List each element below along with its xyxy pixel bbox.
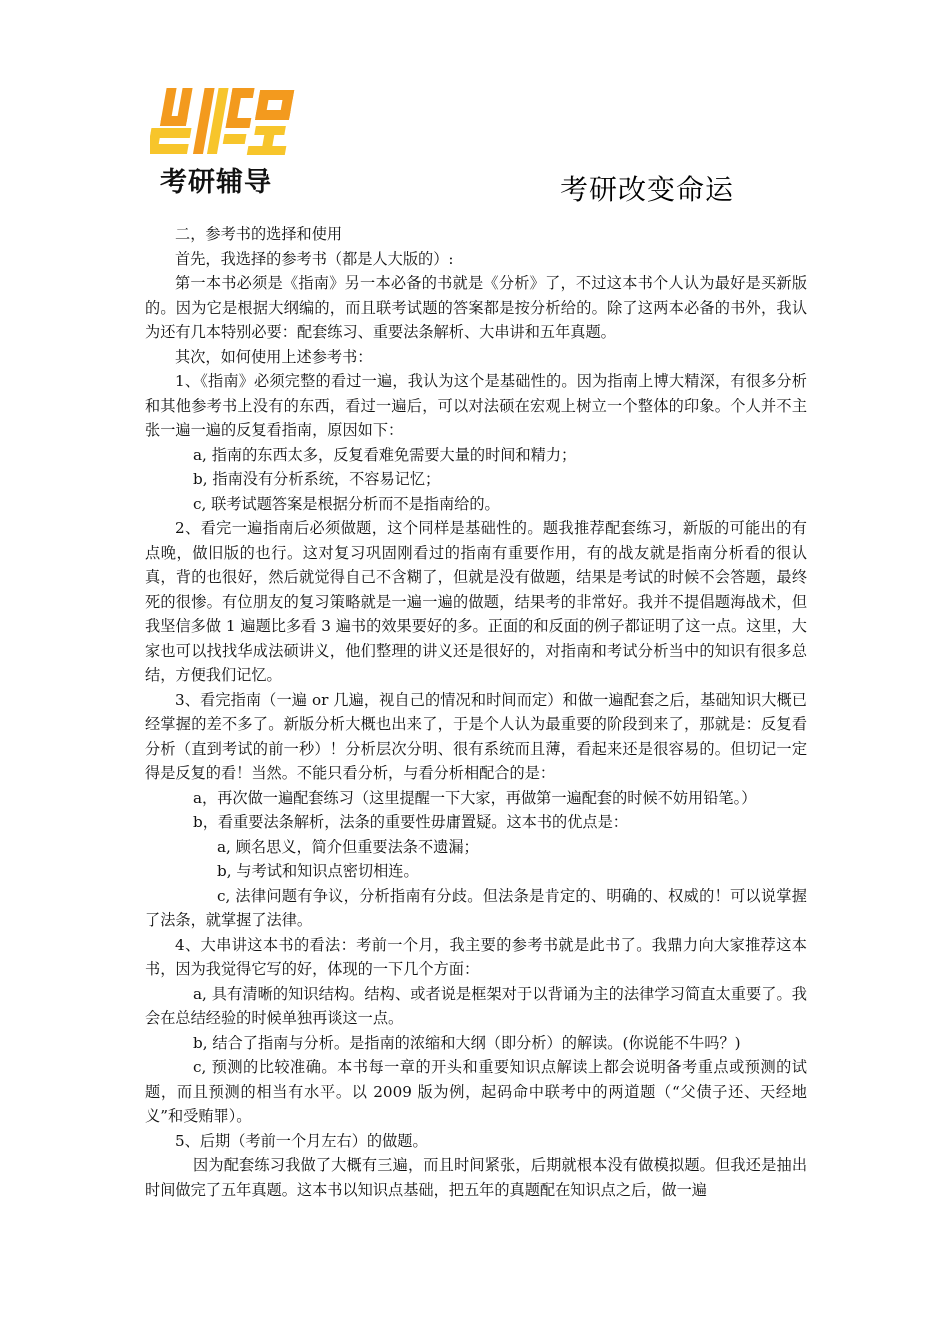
list-item: a，再次做一遍配套练习（这里提醒一下大家，再做第一遍配套的时候不妨用铅笔。） [193, 788, 757, 807]
paragraph: 1、《指南》必须完整的看过一遍，我认为这个是基础性的。因为指南上博大精深，有很多分析和其他参考书上没有的东西，看过一遍后，可以对法硕在宏观上树立一个整体的印象。个人并不主张一遍一遍的反复看指南，原因如下： [145, 372, 807, 439]
paragraph: 第一本书必须是《指南》另一本必备的书就是《分析》了，不过这本书个人认为最好是买新版的。因为它是根据大纲编的，而且联考试题的答案都是按分析给的。除了这两本必备的书外，我认为还有几本特别必要：配套练习、重要法条解析、大串讲和五年真题。 [145, 274, 807, 341]
paragraph: 5、后期（考前一个月左右）的做题。 [175, 1131, 428, 1150]
list-item: a, 具有清晰的知识结构。结构、或者说是框架对于以背诵为主的法律学习简直太重要了。我会在总结经验的时候单独再谈这一点。 [145, 984, 807, 1027]
logo-text: 考研辅导 [160, 167, 272, 198]
paragraph: 因为配套练习我做了大概有三遍，而且时间紧张，后期就根本没有做模拟题。但我还是抽出时间做完了五年真题。这本书以知识点基础，把五年的真题配在知识点之后，做一遍 [145, 1156, 807, 1199]
list-item: c, 预测的比较准确。本书每一章的开头和重要知识点解读上都会说明备考重点或预测的试题，而且预测的相当有水平。以 2009 版为例，起码命中联考中的两道题（“父债子还、天经地义”和受贿罪）。 [145, 1058, 807, 1125]
paragraph: 首先，我选择的参考书（都是人大版的）: [175, 249, 454, 268]
list-item: b, 指南没有分析系统，不容易记忆； [193, 470, 441, 488]
list-item: a, 顾名思义，简介但重要法条不遗漏； [217, 837, 479, 856]
list-item: b, 与考试和知识点密切相连。 [217, 862, 419, 880]
list-item: a, 指南的东西太多，反复看难免需要大量的时间和精力； [193, 445, 577, 464]
list-item: b，看重要法条解析，法条的重要性毋庸置疑。这本书的优点是： [193, 813, 628, 831]
paragraph: 其次，如何使用上述参考书： [175, 347, 373, 366]
document-body [145, 222, 807, 1202]
list-item: c, 法律问题有争议，分析指南有分歧。但法条是肯定的、明确的、权威的！可以说掌握了法条，就掌握了法律。 [145, 886, 807, 929]
list-item: c, 联考试题答案是根据分析而不是指南给的。 [193, 494, 500, 513]
paragraph: 3、看完指南（一遍 or 几遍，视自己的情况和时间而定）和做一遍配套之后，基础知识大概已经掌握的差不多了。新版分析大概也出来了，于是个人认为最重要的阶段到来了，那就是：反复看分析（直到考试的前一秒）！分析层次分明、很有系统而且薄，看起来还是很容易的。但切记一定得是反复的看！当然。不能只看分析，与看分析相配合的是： [145, 690, 807, 782]
list-item: b, 结合了指南与分析。是指南的浓缩和大纲（即分析）的解读。(你说能不牛吗？) [193, 1033, 741, 1052]
paragraph: 2、看完一遍指南后必须做题，这个同样是基础性的。题我推荐配套练习，新版的可能出的有点晚，做旧版的也行。这对复习巩固刚看过的指南有重要作用，有的战友就是指南分析看的很认真，背的也很好，然后就觉得自己不含糊了，但就是没有做题，结果是考试的时候不会答题，最终死的很惨。有位朋友的复习策略就是一遍一遍的做题，结果考的非常好。我并不提倡题海战术，但我坚信多做 1 遍题比多看 3 遍书的效果要好的多。正面的和反面的例子都证明了这一点。这里，大家也可以找找华成法硕讲义，他们整理的讲义还是很好的，对指南和考试分析当中的知识有很多总结，方便我们记忆。 [145, 519, 807, 684]
paragraph: 4、大串讲这本书的看法：考前一个月，我主要的参考书就是此书了。我鼎力向大家推荐这本书，因为我觉得它写的好，体现的一下几个方面： [145, 935, 807, 978]
brand-logo-mark [150, 80, 300, 158]
brand-logo [150, 80, 305, 200]
header-slogan: 考研改变命运 [560, 173, 735, 206]
section-heading: 二，参考书的选择和使用 [175, 225, 343, 243]
